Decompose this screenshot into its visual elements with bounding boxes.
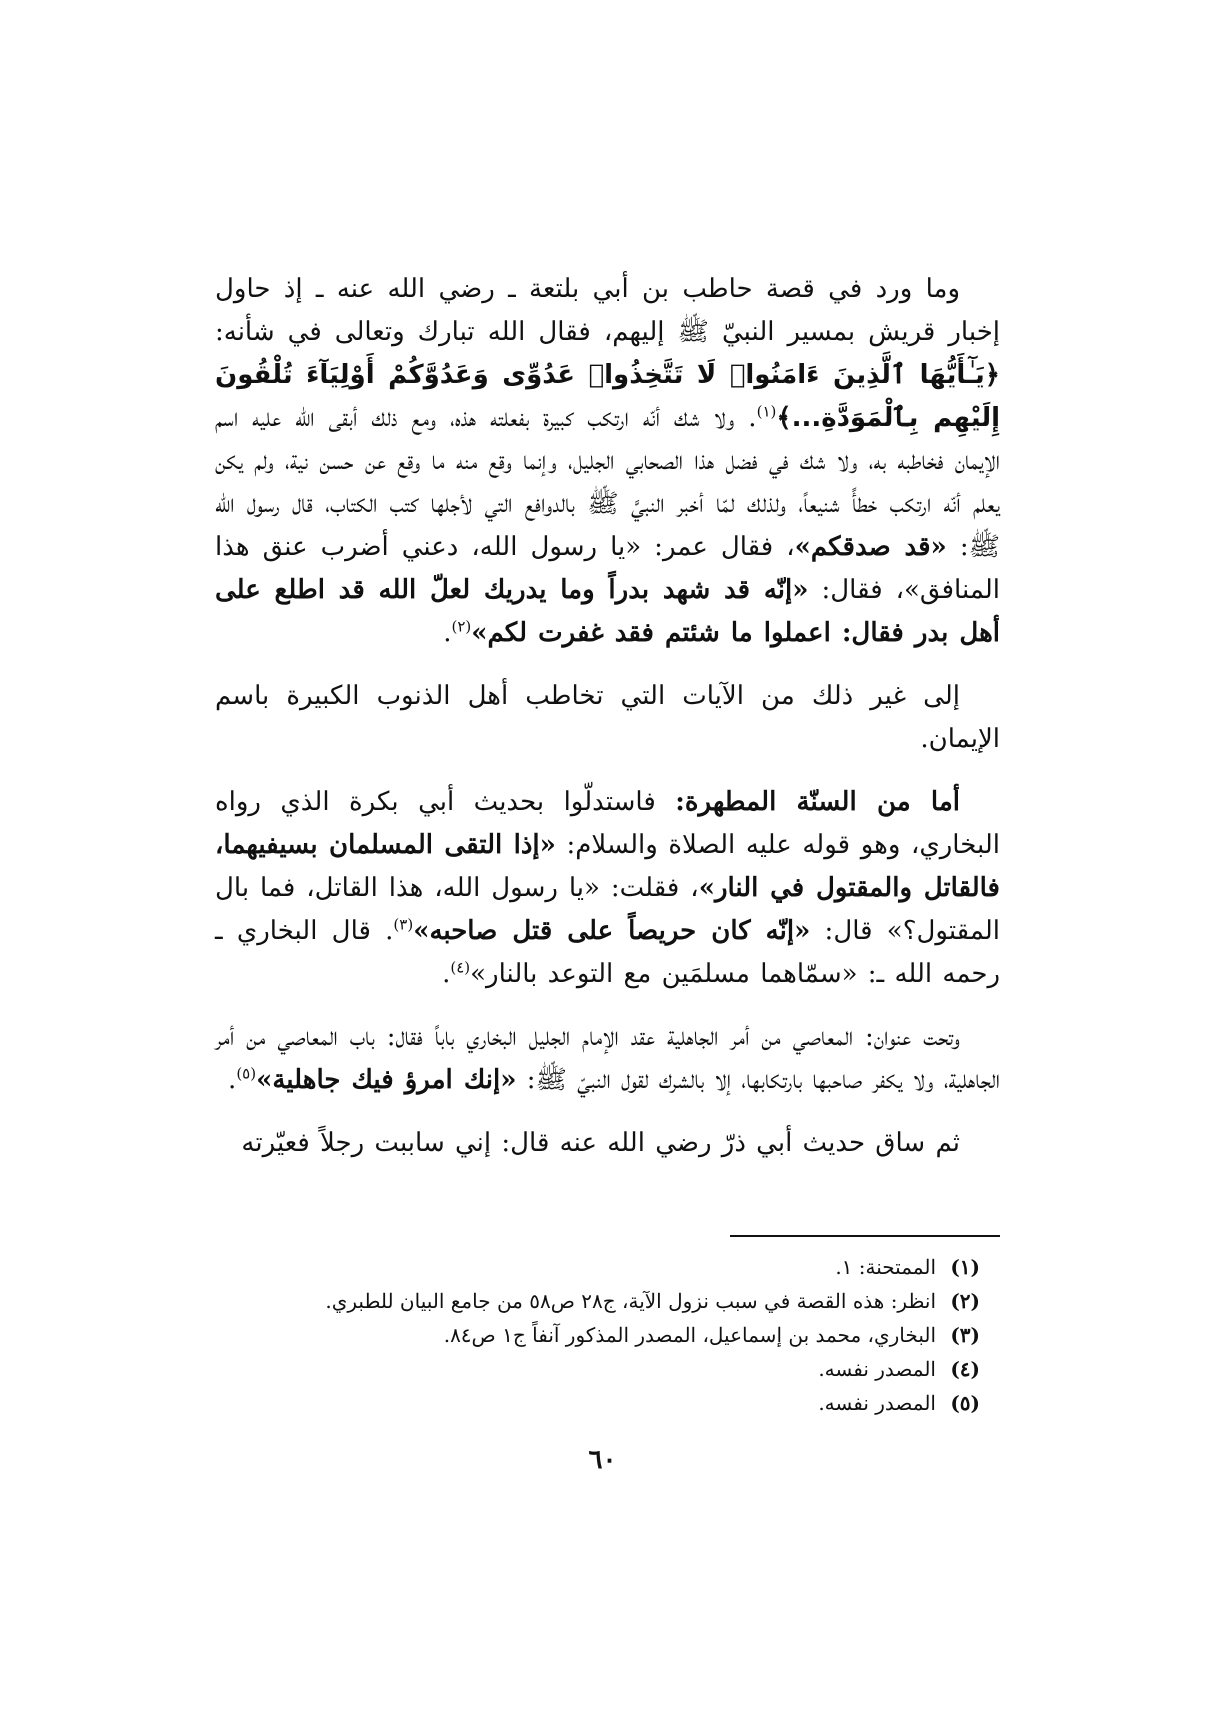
paragraph-sunnah: [215, 781, 1000, 996]
text-span: .: [443, 618, 452, 648]
footnote-number: (٢): [950, 1289, 980, 1313]
footnote-ref-2: (٢): [451, 617, 472, 636]
footnote-ref-4: (٤): [450, 958, 471, 977]
footnote-text: الممتحنة: ١.: [835, 1255, 936, 1279]
quran-verse: ﴿يَـٰٓأَيُّهَا ٱلَّذِينَ ءَامَنُوا۟ لَا تَتَّخِذُوا۟ عَدُوِّى وَعَدُوَّكُمْ أَوْلِيَآءَ تُلْقُونَ إِلَيْهِم بِٱلْمَوَدَّةِ...﴾: [215, 360, 1000, 433]
footnote-number: (١): [950, 1255, 980, 1279]
text-span: . قال البخاري ـ رحمه الله ـ: «سمّاهما مسلمَين مع التوعد بالنار»: [215, 916, 1000, 989]
footnote-1: [215, 1250, 1000, 1284]
main-text: [215, 268, 1000, 1185]
footnote-5: [215, 1386, 1000, 1420]
footnote-divider: [730, 1235, 1000, 1237]
text-span: فاستدلّوا بحديث أبي بكرة الذي رواه البخاري، وهو قوله عليه الصلاة والسلام:: [215, 787, 1000, 860]
hadith-quote: «إذا التقى المسلمان بسيفيهما، فالقاتل والمقتول في النار»: [215, 830, 1000, 903]
hadith-quote: «إنك امرؤ فيك جاهلية»: [256, 1065, 517, 1095]
section-lead: أما من السنّة المطهرة:: [675, 787, 960, 817]
footnote-text: انظر: هذه القصة في سبب نزول الآية، ج٢٨ ص٥٨ من جامع البيان للطبري.: [325, 1289, 936, 1313]
paragraph-abu-dharr: ثم ساق حديث أبي ذرّ رضي الله عنه قال: إني ساببت رجلاً فعيّرته: [241, 1128, 960, 1158]
footnote-3: [215, 1318, 1000, 1352]
page-number: ٦٠: [588, 1445, 617, 1475]
footnote-ref-1: (١): [756, 402, 777, 421]
footnote-number: (٤): [950, 1357, 980, 1381]
hadith-quote: «إنّه كان حريصاً على قتل صاحبه»: [413, 916, 811, 946]
footnote-text: البخاري، محمد بن إسماعيل، المصدر المذكور آنفاً ج١ ص٨٤.: [443, 1323, 936, 1347]
text-span: وتحت عنوان: المعاصي من أمر الجاهلية عقد الإمام الجليل البخاري باباً فقال: باب المعاصي من أمر الجاهلية، ولا يكفر صاحبها بارتكابها، إلا بالشرك لقول النبيّ ﷺ:: [215, 1022, 1000, 1095]
paragraph-jahiliyya: [215, 1016, 1000, 1102]
hadith-quote: «إنّه قد شهد بدراً وما يدريك لعلّ الله قد اطلع على أهل بدر فقال: اعملوا ما شئتم فقد غفرت لكم»: [215, 575, 1000, 648]
footnote-number: (٥): [950, 1391, 980, 1415]
footnote-4: [215, 1352, 1000, 1386]
text-span: .: [228, 1065, 237, 1095]
text-span: .: [442, 959, 451, 989]
text-span: وما ورد في قصة حاطب بن أبي بلتعة ـ رضي الله عنه ـ إذ حاول إخبار قريش بمسير النبيّ ﷺ إليهم، فقال الله تبارك وتعالى في شأنه:: [215, 274, 1000, 347]
footnote-2: [215, 1284, 1000, 1318]
footnote-text: المصدر نفسه.: [818, 1357, 936, 1381]
footnote-text: المصدر نفسه.: [818, 1391, 936, 1415]
footnote-ref-3: (٣): [393, 915, 414, 934]
paragraph-hatib-story: [215, 268, 1000, 655]
text-span: ، فقلت: «يا رسول الله، هذا القاتل، فما بال المقتول؟» قال:: [215, 873, 1000, 946]
footnotes: [215, 1250, 1000, 1420]
hadith-quote: «قد صدقكم»: [794, 532, 947, 562]
text-span: ، فقال عمر: «يا رسول الله، دعني أضرب عنق هذا المنافق»، فقال:: [215, 532, 1000, 605]
text-span: . ولا شك أنّه ارتكب كبيرة بفعلته هذه، ومع ذلك أبقى الله عليه اسم الإيمان فخاطبه به، ولا شك في فضل هذا الصحابي الجليل، وإنما وقع منه ما وقع عن حسن نية، ولم يكن يعلم أنّه ارتكب خطأً شنيعاً، ولذلك لمّا أخبر النبيَّ ﷺ بالدوافع التي لأجلها كتب الكتاب، قال رسول الله ﷺ:: [215, 403, 1000, 562]
footnote-number: (٣): [950, 1323, 980, 1347]
paragraph-other-verses: إلى غير ذلك من الآيات التي تخاطب أهل الذنوب الكبيرة باسم الإيمان.: [215, 681, 1000, 754]
footnote-ref-5: (٥): [236, 1064, 257, 1083]
